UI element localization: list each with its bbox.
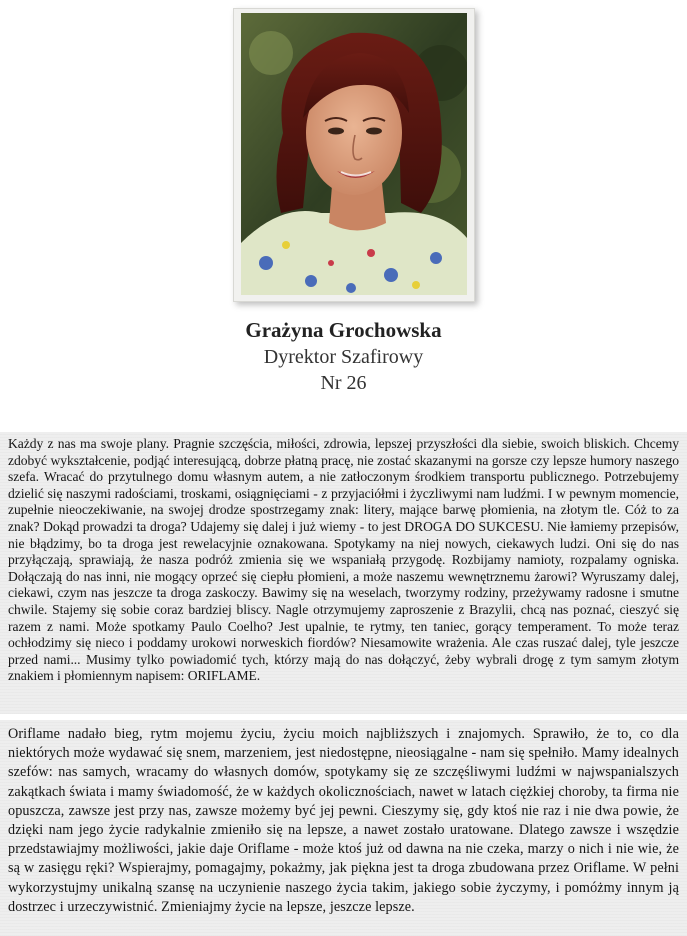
text-panel-2 [0, 720, 687, 936]
person-number: Nr 26 [320, 372, 367, 394]
paragraph-2: Oriflame nadało bieg, rytm mojemu życiu, życiu moich najbliższych i znajomych. Sprawiło, że to, co dla niektórych może wydawać się snem, marzeniem, jest niedostępne, nieosiągalne - nam się spełniło. Mamy idealnych szefów: nas samych, wracamy do własnych domów, spotykamy się ze szczęśliwymi ludźmi w najwspanialszych zakątkach świata i mamy świadomość, że w każdych okolicznościach, nawet w latach ciężkiej choroby, ta firma nie opuszcza, zawsze jest przy nas, zawsze możemy być jej pewni. Cieszymy się, gdy ktoś nie raz i nie dwa powie, że dzięki nam jego życie radykalnie zmieniło się na lepsze, a nawet zostało uratowane. Dlatego zawsze i wszędzie przedstawiajmy możliwości, jakie daje Oriflame - może ktoś już od dawna na nie czeka, marzy o nich i nie wie, że są w zasięgu ręki? Wspierajmy, pomagajmy, pokażmy, jak piękna jest ta droga zbudowana przez Oriflame. W pełni wykorzystujmy unikalną szansę na uczynienie naszego życia takim, jakiego sobie życzymy, i pomóżmy innym ją dostrzec i urzeczywistnić. Zmieniajmy życie na lepsze, jeszcze lepsze. [8, 726, 679, 915]
portrait-photo [241, 13, 467, 295]
profile-header [0, 316, 687, 396]
paragraph-1: Każdy z nas ma swoje plany. Pragnie szczęścia, miłości, zdrowia, lepszej przyszłości dla siebie, swoich bliskich. Chcemy zdobyć wykształcenie, podjąć interesującą, dobrze płatną pracę, nie zostać skazanymi na gorsze czy lepsze humory naszego szefa. Wracać do przytulnego domu własnym autem, a nie zatłoczonym środkiem transportu publicznego. Potrzebujemy dzielić się naszymi radościami, troskami, osiągnięciami - z przyjaciółmi i życzliwymi nam ludźmi. I w pewnym momencie, zupełnie nieoczekiwanie, na swojej drodze spostrzegamy znak: litery, mające barwę płomienia, na złotym tle. Cóż to za znak? Dokąd prowadzi ta droga? Udajemy się dalej i już wiemy - to jest DROGA DO SUKCESU. Nie łamiemy przepisów, nie błądzimy, bo ta droga jest rewelacyjnie oznakowana. Spotykamy na niej nowych, ciekawych ludzi. Oni się do nas przyłączają, sprawiają, że nasza podróż zmienia się we wspaniałą przygodę. Rozbijamy namioty, rozpalamy ogniska. Dołączają do nas inni, nie mogący oprzeć się ciepłu płomieni, a może naszemu wewnętrznemu żarowi? Wyruszamy dalej, ciekawi, czym nas jeszcze ta droga zaskoczy. Bawimy się na weselach, tworzymy rodziny, przeżywamy radosne i smutne chwile. Stajemy się sobie coraz bardziej bliscy. Nagle otrzymujemy zaproszenie z Brazylii, chcą nas poznać, cieszyć się razem z nami. Może spotkamy Paulo Coelho? Jest upalnie, te rytmy, ten taniec, gorący temperament. To może teraz ochłodzimy się nieco i poddamy urokowi norweskich fiordów? Niesamowite wrażenia. Ale czas ruszać dalej, tyle jeszcze przed nami... Musimy tylko powiadomić tych, którzy mają do nas dołączyć, żeby wybrali drogę z tym samym złotym znakiem i płomiennym napisem: ORIFLAME. [8, 436, 679, 684]
person-name: Grażyna Grochowska [245, 318, 442, 342]
portrait-frame [233, 8, 475, 302]
text-panel-1 [0, 432, 687, 714]
person-title: Dyrektor Szafirowy [263, 346, 424, 368]
